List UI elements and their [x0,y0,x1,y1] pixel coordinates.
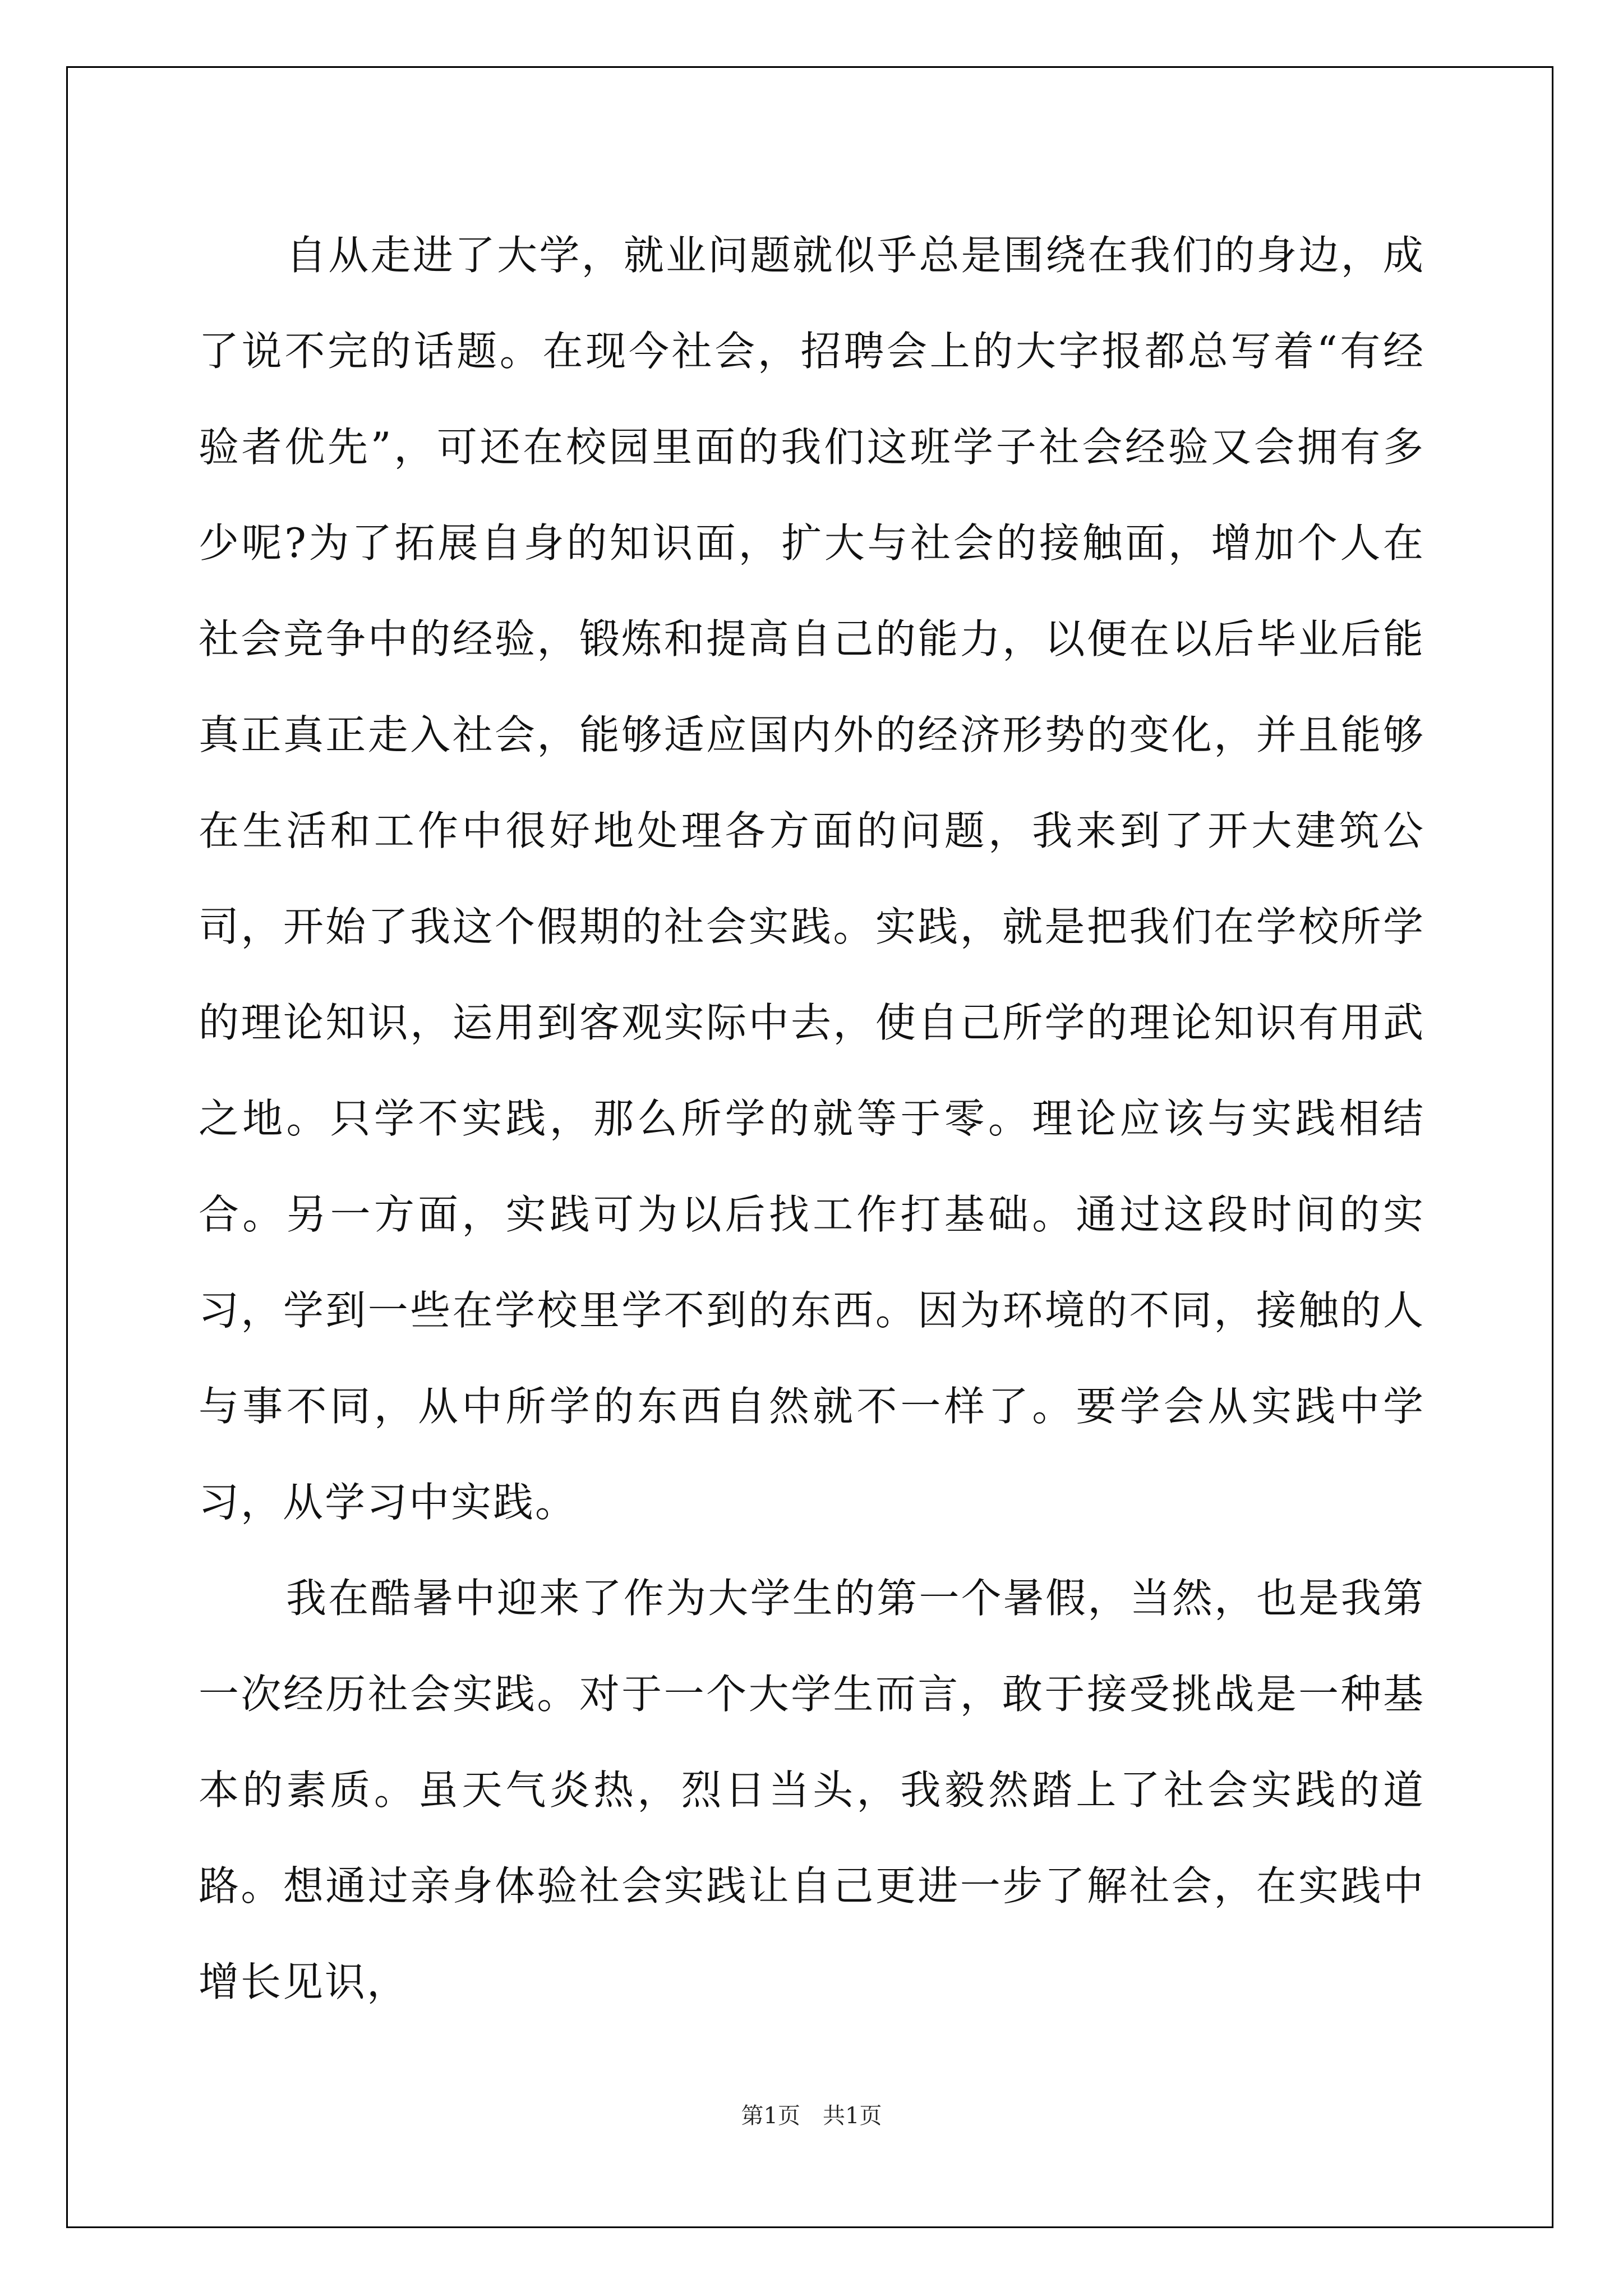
paragraph-1: 自从走进了大学，就业问题就似乎总是围绕在我们的身边，成了说不完的话题。在现今社会，招聘会上的大字报都总写着“有经验者优先”，可还在校园里面的我们这班学子社会经验又会拥有多少呢?为了拓展自身的知识面，扩大与社会的接触面，增加个人在社会竞争中的经验，锻炼和提高自己的能力，以便在以后毕业后能真正真正走入社会，能够适应国内外的经济形势的变化，并且能够在生活和工作中很好地处理各方面的问题，我来到了开大建筑公司，开始了我这个假期的社会实践。实践，就是把我们在学校所学的理论知识，运用到客观实际中去，使自己所学的理论知识有用武之地。只学不实践，那么所学的就等于零。理论应该与实践相结合。另一方面，实践可为以后找工作打基础。通过这段时间的实习，学到一些在学校里学不到的东西。因为环境的不同，接触的人与事不同，从中所学的东西自然就不一样了。要学会从实践中学习，从学习中实践。 [199,232,1425,1526]
page-footer: 第1页 共1页 [741,2103,882,2129]
paragraph-2: 我在酷暑中迎来了作为大学生的第一个暑假，当然，也是我第一次经历社会实践。对于一个大学生而言，敢于接受挑战是一种基本的素质。虽天气炎热，烈日当头，我毅然踏上了社会实践的道路。想通过亲身体验社会实践让自己更进一步了解社会，在实践中增长见识， [199,1575,1425,2005]
document-body [199,208,1425,2030]
